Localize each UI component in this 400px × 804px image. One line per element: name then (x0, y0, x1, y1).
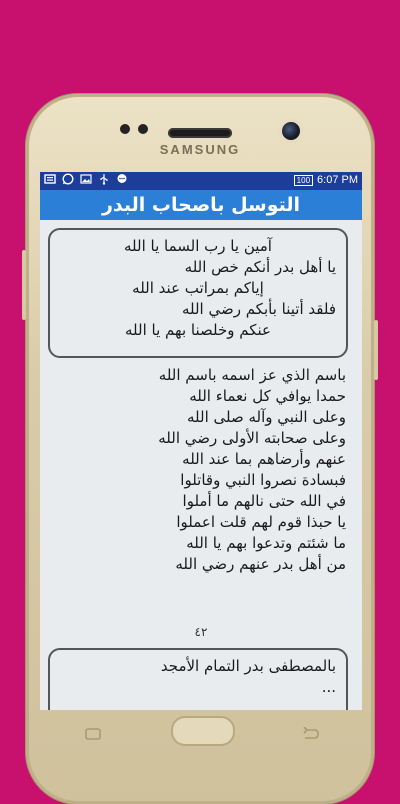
status-bar (40, 172, 362, 190)
app-title: التوسل باصحاب البدر (101, 194, 301, 216)
box-line: بالمصطفى بدر التمام الأمجد (160, 657, 336, 675)
box-line: يا أهل بدر أنكم خص الله (184, 258, 336, 276)
usb-icon (98, 173, 110, 185)
front-camera-icon (282, 122, 300, 140)
scanned-page[interactable] (40, 220, 362, 710)
recent-apps-icon[interactable] (84, 726, 102, 745)
whatsapp-icon (62, 173, 74, 185)
image-icon (80, 173, 92, 185)
brand-logo: SAMSUNG (159, 142, 241, 157)
volume-button (22, 250, 26, 320)
box-line: عنكم وخلصنا بهم يا الله (125, 321, 271, 339)
box-line: فلقد أتينا بأبكم رضي الله (181, 300, 336, 318)
verse-line: ما شئتم وتدعوا بهم يا الله (186, 534, 346, 552)
verse-line: وعلى صحابته الأولى رضي الله (158, 429, 346, 447)
phone-screen (40, 172, 362, 710)
sensor-dot (138, 124, 148, 134)
box-line: ... (321, 678, 336, 696)
status-time: 6:07 PM (317, 174, 358, 186)
verse-line: وعلى النبي وآله صلى الله (186, 408, 346, 426)
power-button (374, 320, 378, 380)
verse-line: حمدا يوافي كل نعماء الله (189, 387, 346, 405)
box-line: إياكم بمراتب عند الله (132, 279, 264, 297)
battery-icon: 100 (294, 175, 313, 186)
sensor-dot (120, 124, 130, 134)
home-button[interactable] (171, 716, 235, 746)
hardware-nav-bar (40, 710, 362, 770)
app-bar (40, 190, 362, 220)
earpiece-speaker (168, 128, 232, 138)
chat-icon (116, 173, 128, 185)
next-verse-box (48, 648, 348, 710)
verse-line: فبسادة نصروا النبي وقاتلوا (180, 471, 346, 489)
verse-line: باسم الذي عز اسمه باسم الله (158, 366, 346, 384)
verse-line: من أهل بدر عنهم رضي الله (175, 555, 346, 573)
verse-line: عنهم وأرضاهم بما عند الله (182, 450, 346, 468)
page-number: ٤٢ (194, 625, 208, 639)
back-icon[interactable] (300, 726, 320, 745)
box-line: آمين يا رب السما يا الله (124, 237, 272, 255)
verse-list (56, 365, 346, 575)
verse-line: في الله حتى نالهم ما أملوا (182, 492, 346, 510)
verse-line: يا حبذا قوم لهم قلت اعملوا (176, 513, 346, 531)
verse-box (48, 228, 348, 358)
menu-icon (44, 173, 56, 185)
